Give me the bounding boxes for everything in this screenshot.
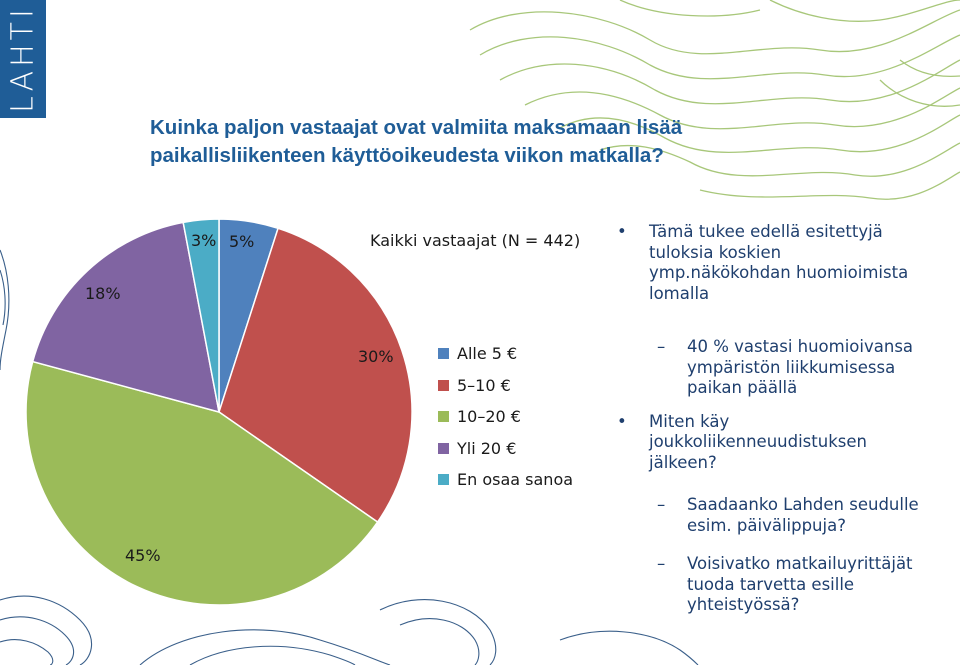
legend-item [438,370,573,402]
slice-label-10-20: 45% [125,546,161,565]
sub-bullet-item: – Saadaanko Lahden seudulle esim. päivälippuja? [617,495,937,536]
title-line-2: paikallisliikenteen käyttöoikeudesta viikon matkalla? [150,144,664,167]
bullet-list [617,222,952,616]
lahti-logo: LAHTI [5,5,41,113]
legend-item [438,338,573,370]
legend-label: Alle 5 € [457,344,518,364]
logo-bar [0,0,46,118]
slice-label-en-osaa: 3% [191,231,217,250]
slice-label-yli-20: 18% [85,284,121,303]
legend-label: 10–20 € [457,407,521,427]
legend-label: 5–10 € [457,375,511,395]
legend-label: En osaa sanoa [457,470,574,490]
title-line-1: Kuinka paljon vastaajat ovat valmiita maksamaan lisää [150,116,683,139]
slice-label-alle-5: 5% [229,232,255,251]
sub-bullet-item: – Voisivatko matkailuyrittäjät tuoda tarvetta esille yhteistyössä? [617,554,937,616]
legend-item [438,433,573,465]
page-title [150,114,770,170]
legend-swatch [438,348,449,359]
legend-item [438,401,573,433]
legend-swatch [438,443,449,454]
bullet-item: • Tämä tukee edellä esitettyjä tuloksia koskien ymp.näkökohdan huomioimista lomalla [617,222,919,304]
sub-bullet-item: – 40 % vastasi huomioivansa ympäristön liikkumisessa paikan päällä [617,337,927,399]
legend-item [438,464,573,496]
slice-label-5-10: 30% [358,347,394,366]
chart-legend [438,338,573,496]
chart-title: Kaikki vastaajat (N = 442) [370,231,581,250]
legend-label: Yli 20 € [457,438,517,458]
legend-swatch [438,411,449,422]
legend-swatch [438,380,449,391]
bullet-item: • Miten käy joukkoliikenneuudistuksen jälkeen? [617,412,919,474]
legend-swatch [438,474,449,485]
